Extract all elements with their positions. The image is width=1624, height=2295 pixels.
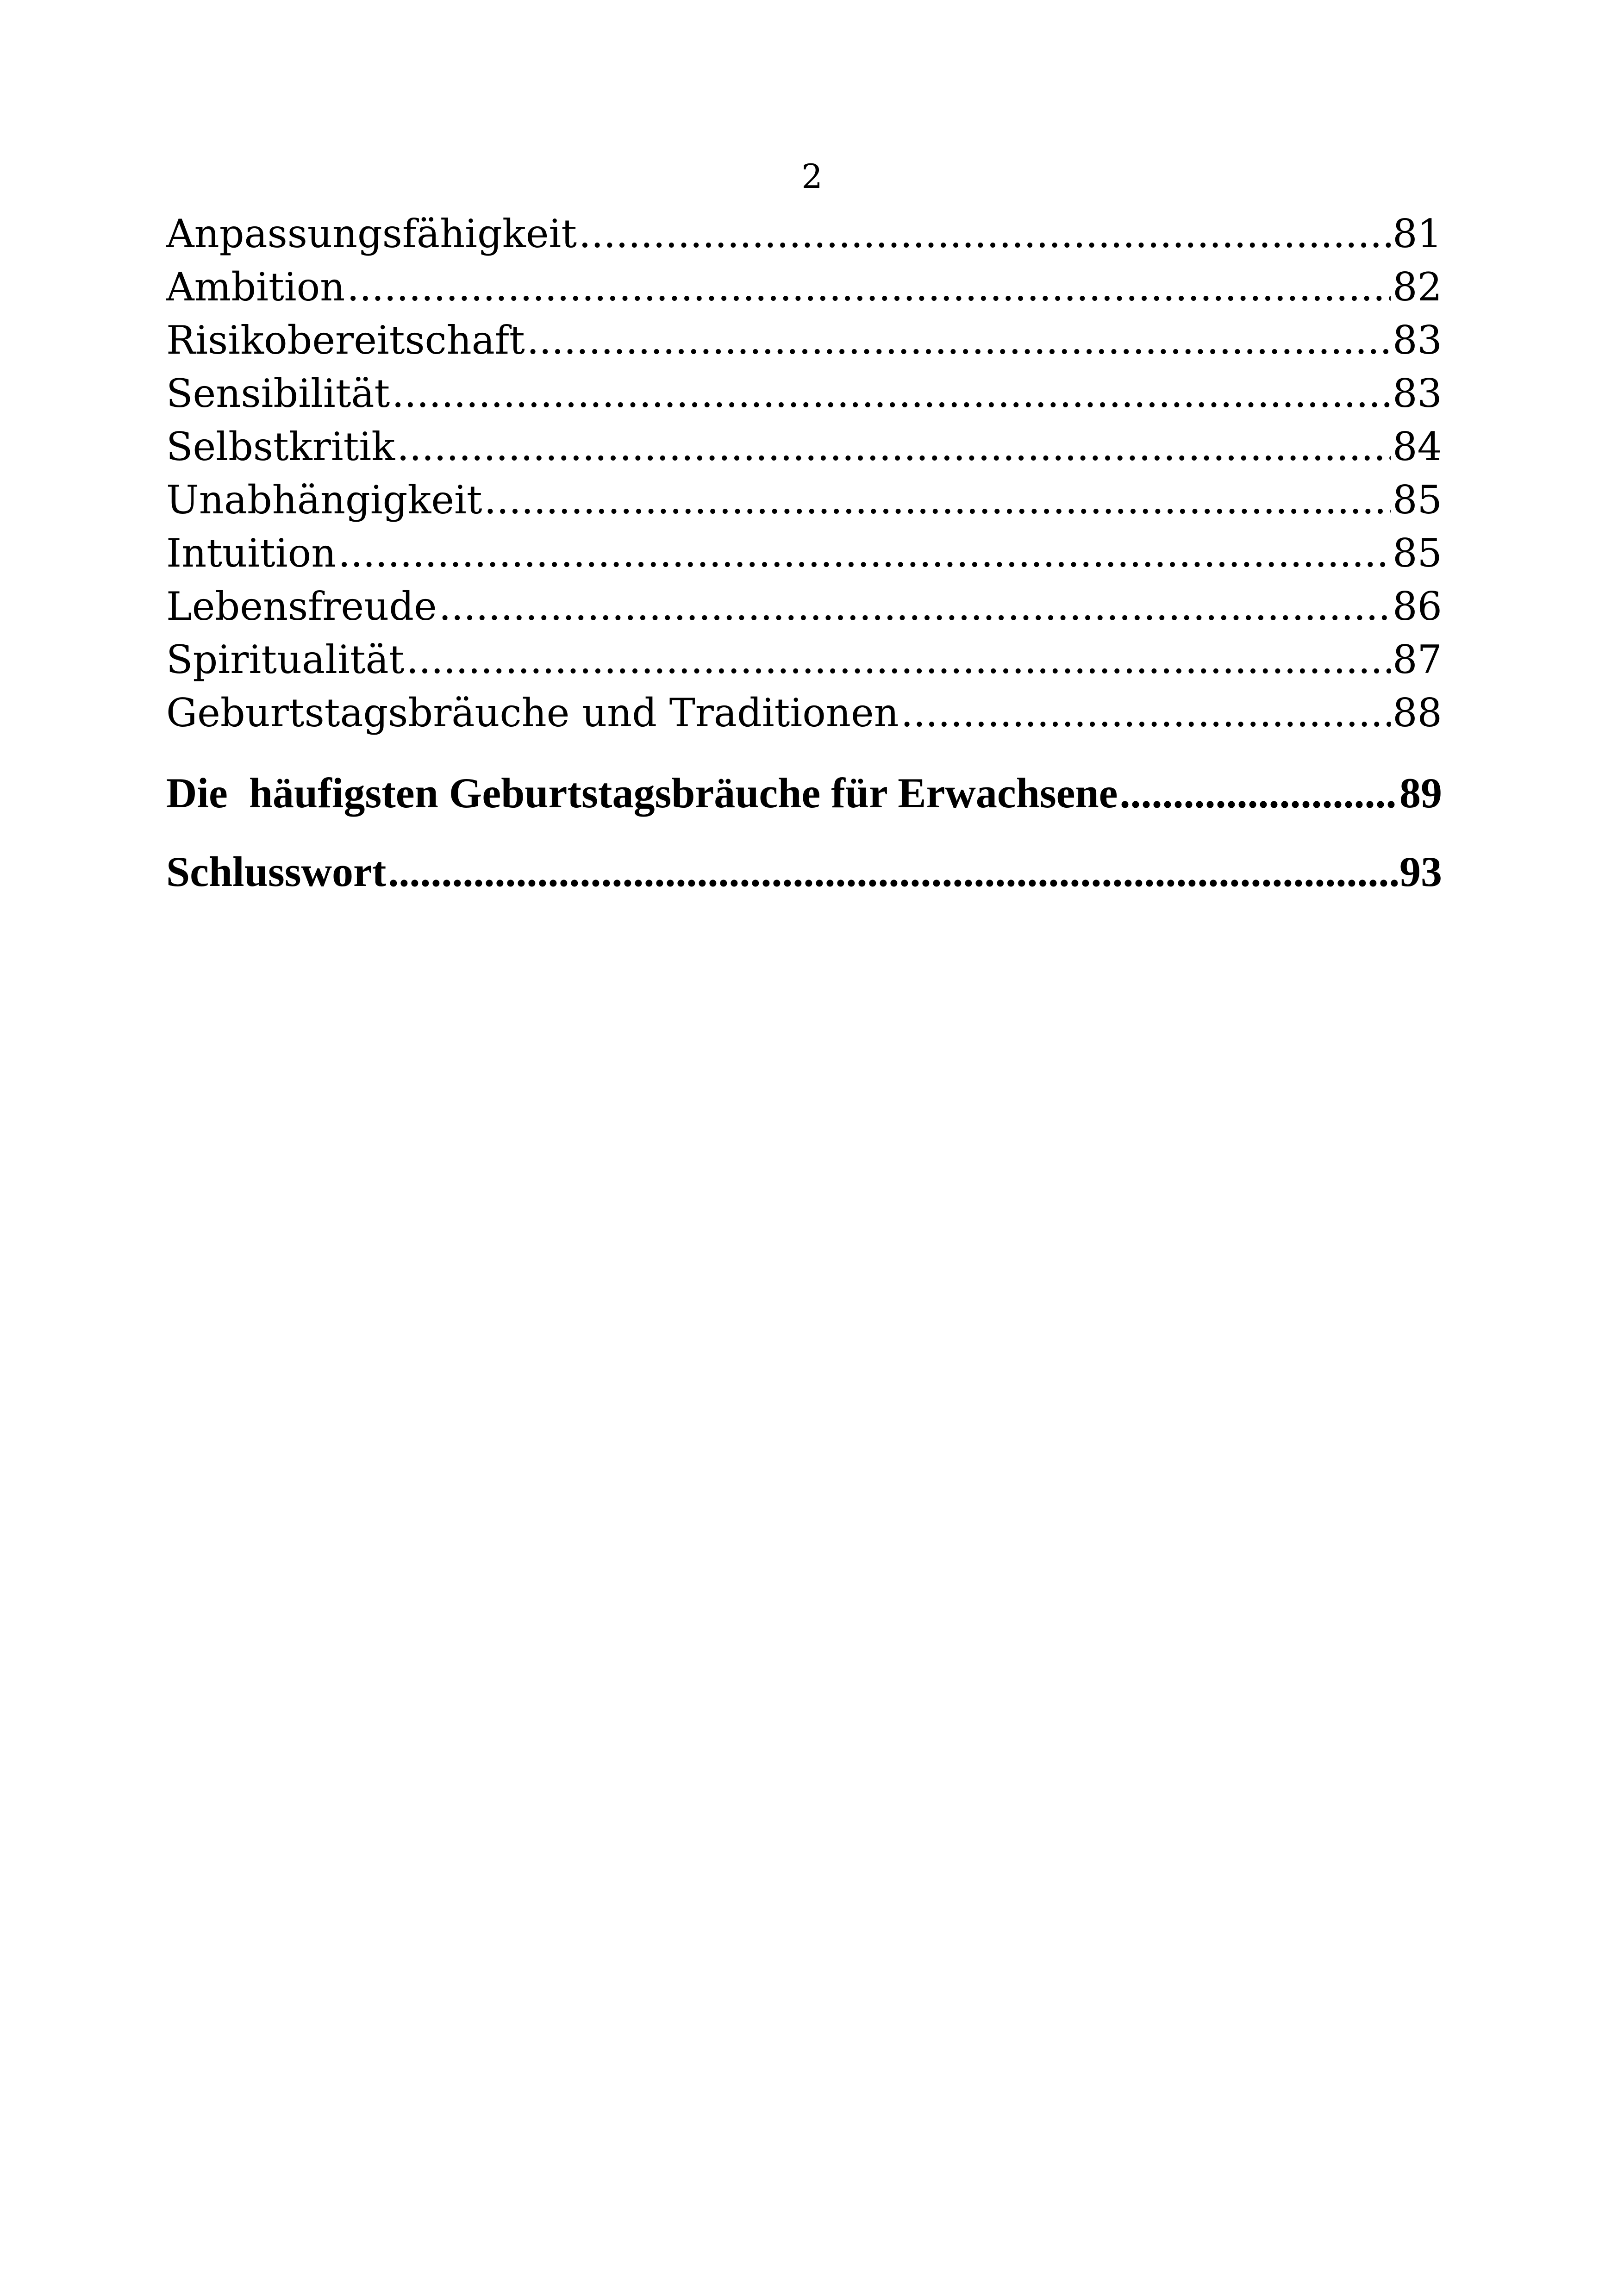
toc-dot-leader bbox=[406, 633, 1391, 686]
toc-chapter-label: Die häufigsten Geburtstagsbräuche für Erwachsene bbox=[166, 769, 1118, 817]
toc-entry-label: Anpassungsfähigkeit bbox=[166, 211, 577, 256]
page-number: 2 bbox=[801, 157, 823, 196]
toc-entry-page: 83 bbox=[1393, 318, 1442, 363]
toc-dot-leader bbox=[1120, 767, 1398, 818]
toc-entry-unabhaengigkeit[interactable] bbox=[166, 474, 1442, 527]
toc-entry-risikobereitschaft[interactable] bbox=[166, 314, 1442, 367]
toc-chapter-label: Schlusswort bbox=[166, 848, 387, 895]
toc-entry-label: Lebensfreude bbox=[166, 584, 437, 629]
toc-entry-label: Geburtstagsbräuche und Traditionen bbox=[166, 690, 899, 736]
toc-entry-page: 85 bbox=[1393, 477, 1442, 523]
toc-entry-selbstkritik[interactable] bbox=[166, 420, 1442, 474]
toc-entry-page: 84 bbox=[1393, 424, 1442, 469]
toc-dot-leader bbox=[338, 527, 1391, 580]
toc-entry-label: Risikobereitschaft bbox=[166, 318, 525, 363]
toc-entry-label: Selbstkritik bbox=[166, 424, 395, 469]
toc-entry-intuition[interactable] bbox=[166, 527, 1442, 580]
toc-entry-label: Intuition bbox=[166, 530, 337, 576]
toc-entry-label: Unabhängigkeit bbox=[166, 477, 482, 523]
toc-entry-page: 81 bbox=[1393, 211, 1442, 256]
toc-entry-page: 82 bbox=[1393, 264, 1442, 310]
toc-chapter-geburtstagsbraeuche-erwachsene[interactable] bbox=[166, 767, 1442, 818]
toc-chapter-schlusswort[interactable] bbox=[166, 846, 1442, 897]
toc-entry-page: 88 bbox=[1393, 690, 1442, 736]
toc-chapter-page: 93 bbox=[1399, 848, 1442, 895]
toc-entry-page: 85 bbox=[1393, 530, 1442, 576]
toc-dot-leader bbox=[392, 367, 1391, 420]
toc-entry-geburtstagsbraeuche-traditionen[interactable] bbox=[166, 686, 1442, 740]
toc-dot-leader bbox=[527, 314, 1391, 367]
toc-entry-sensibilitaet[interactable] bbox=[166, 367, 1442, 420]
toc-entry-spiritualitaet[interactable] bbox=[166, 633, 1442, 686]
toc-entry-page: 87 bbox=[1393, 637, 1442, 682]
toc-entry-label: Spiritualität bbox=[166, 637, 405, 682]
toc-dot-leader bbox=[388, 846, 1398, 897]
toc-dot-leader bbox=[901, 686, 1391, 740]
toc-entry-label: Ambition bbox=[166, 264, 345, 310]
toc-dot-leader bbox=[347, 261, 1391, 314]
toc-entry-label: Sensibilität bbox=[166, 371, 390, 416]
toc-dot-leader bbox=[439, 580, 1391, 633]
toc-entry-lebensfreude[interactable] bbox=[166, 580, 1442, 633]
toc-dot-leader bbox=[484, 474, 1391, 527]
table-of-contents bbox=[166, 207, 1442, 897]
toc-entry-ambition[interactable] bbox=[166, 261, 1442, 314]
toc-dot-leader bbox=[397, 420, 1391, 474]
toc-entry-page: 83 bbox=[1393, 371, 1442, 416]
toc-chapter-page: 89 bbox=[1399, 769, 1442, 817]
toc-entry-anpassungsfaehigkeit[interactable] bbox=[166, 207, 1442, 261]
toc-dot-leader bbox=[579, 207, 1391, 261]
toc-entry-page: 86 bbox=[1393, 584, 1442, 629]
